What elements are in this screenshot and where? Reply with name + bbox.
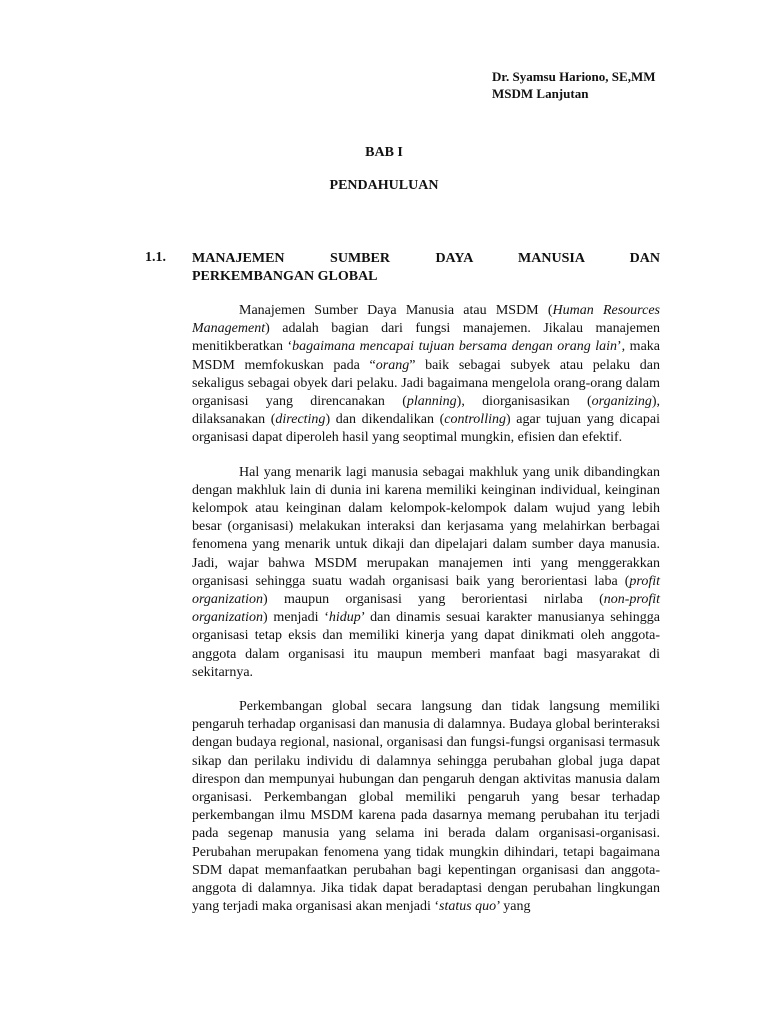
text-run: ’ yang: [496, 899, 531, 915]
italic-term: directing: [275, 412, 326, 428]
section-title-line-1: MANAJEMEN SUMBER DAYA MANUSIA DAN: [192, 251, 660, 266]
text-run: ) dan dikendalikan (: [325, 412, 445, 428]
course-name: MSDM Lanjutan: [492, 86, 589, 101]
italic-term: bagaimana mencapai tujuan bersama dengan orang lain: [292, 339, 618, 355]
section-number: 1.1.: [145, 250, 166, 265]
italic-term: hidup: [328, 610, 361, 626]
document-header: [492, 68, 655, 102]
italic-term: organizing: [591, 394, 652, 410]
section-title: [192, 250, 660, 286]
paragraph: [192, 302, 660, 448]
chapter-title: PENDAHULUAN: [329, 178, 439, 193]
text-run: Manajemen Sumber Daya Manusia atau MSDM (: [239, 303, 553, 318]
text-run: ) menjadi ‘: [263, 610, 329, 626]
italic-term: profit organization: [192, 573, 660, 608]
author-name: Dr. Syamsu Hariono, SE,MM: [492, 69, 656, 84]
text-run: ) adalah bagian dari fungsi manajemen. Jikalau manajemen menitikberatkan ‘: [192, 321, 660, 355]
text-run: ), diorganisasikan (: [456, 394, 592, 410]
text-run: Hal yang menarik lagi manusia sebagai makhluk yang unik dibandingkan dengan makhluk lain di dunia ini karena memiliki keinginan individual, keinginan kelompok atau keinginan dalam kelompok-kelompok dalam wujud yang lebih besar (organisasi) melakukan interaksi dan kerjasama yang melahirkan berbagai fenomena yang menarik untuk dikaji dan dipelajari dalam sumber daya manusia. Jadi, wajar bahwa MSDM merupakan manajemen inti yang menggerakkan organisasi sehingga suatu wadah organisasi baik yang berorientasi laba (: [192, 464, 660, 589]
italic-term: orang: [375, 357, 410, 373]
paragraph: [192, 464, 660, 682]
text-run: ) agar tujuan yang dicapai organisasi dapat diperoleh hasil yang seoptimal mungkin, efisien dan efektif.: [192, 412, 660, 446]
text-run: ’ dan dinamis sesuai karakter manusianya sehingga organisasi tetap eksis dan memiliki kinerja yang dapat dinikmati oleh anggota-anggota dalam organisasi itu maupun memberi manfaat bagi masyarakat di sekitarnya.: [192, 610, 661, 680]
italic-term: planning: [406, 394, 457, 410]
chapter-number: BAB I: [365, 145, 403, 160]
text-run: ) maupun organisasi yang berorientasi nirlaba (: [263, 592, 604, 608]
text-run: ), dilaksanakan (: [192, 394, 660, 428]
section-title-line-2: PERKEMBANGAN GLOBAL: [192, 269, 378, 284]
italic-term: non-profit organization: [192, 592, 660, 626]
text-run: ’, maka MSDM memfokuskan pada “: [192, 339, 660, 373]
italic-term: Human Resources Management: [192, 303, 660, 337]
text-run: Perkembangan global secara langsung dan tidak langsung memiliki pengaruh terhadap organisasi dan manusia di dalamnya. Budaya global berinteraksi dengan budaya regional, nasional, organisasi dan fungsi-fungsi organisasi termasuk sikap dan perilaku individu di dalamnya sehingga perubahan global juga dapat direspon dan mempunyai hubungan dan pengaruh dengan aktivitas manusia dalam organisasi. Perkembangan global memiliki pengaruh yang besar terhadap perkembangan ilmu MSDM karena pada dasarnya memang perubahan itu terjadi pada segenap manusia yang selama ini berada dalam organisasi-organisasi. Perubahan merupakan fenomena yang tidak mungkin dihindari, tetapi bagaimana SDM dapat memanfaatkan perubahan bagi kepentingan organisasi dan anggota-anggota di dalamnya. Jika tidak dapat beradaptasi dengan perubahan lingkungan yang terjadi maka organisasi akan menjadi ‘: [192, 699, 660, 915]
paragraph: [192, 698, 660, 916]
italic-term: status quo: [439, 899, 497, 915]
body-text: [192, 302, 660, 933]
text-run: ” baik sebagai subyek atau pelaku dan sekaligus sebagai obyek dari pelaku. Jadi bagaimana mengelola orang-orang dalam organisasi yang direncanakan (: [192, 357, 660, 410]
italic-term: controlling: [444, 412, 506, 428]
